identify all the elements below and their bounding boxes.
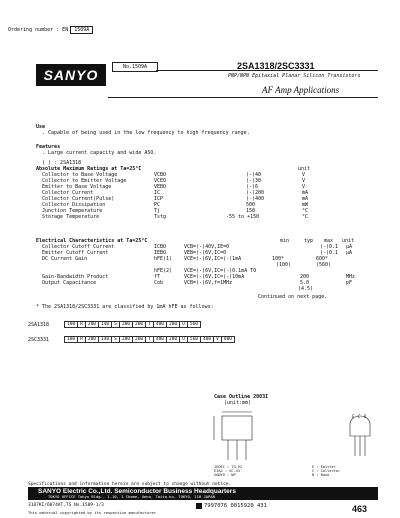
sanyo-logo: SANYO xyxy=(36,64,106,86)
elec-header-typ: typ xyxy=(304,238,314,244)
ordering-number xyxy=(8,26,93,34)
elec-condition: VCE=(-)6V,IC=(-)0.1mA TO xyxy=(184,268,257,274)
elec-param: Collector Cutoff Current xyxy=(42,244,115,250)
elec-param: Output Capacitance xyxy=(42,280,97,286)
part-number: 2SA1318/2SC3331 xyxy=(237,61,315,71)
application-rule xyxy=(108,97,378,98)
rank-cell: 560 xyxy=(187,337,200,343)
elec-min: 100* xyxy=(272,256,285,262)
abs-unit: mA xyxy=(302,190,309,196)
page-number: 463 xyxy=(352,504,368,514)
abs-value: -55 to +150 xyxy=(226,214,260,220)
package-outline-drawing xyxy=(200,410,390,480)
rank-spacer-row xyxy=(65,328,235,337)
pin-letter: B xyxy=(364,414,367,419)
use-text: . Capable of being used in the low frequency to high frequency range. xyxy=(42,130,250,136)
rank-cell: 100 xyxy=(65,337,78,343)
elec-min: (100) xyxy=(276,262,292,268)
package-legend-line: JEDEC : TO-92 xyxy=(214,465,243,469)
company-address: TOKYO OFFICE Tokyo Bldg., 1-10, 1 Chome, Ueno, Taito-ku, TOKYO, 110 JAPAN xyxy=(48,494,215,499)
rank-cell: 560 xyxy=(187,322,200,328)
abs-param: Collector Current(Pulse) xyxy=(42,196,115,202)
pin-letter: E xyxy=(352,414,355,419)
abs-value: (-)200 xyxy=(246,190,265,196)
side-view xyxy=(350,416,370,456)
barcode-number: 7997076 0015920 431 xyxy=(204,503,267,509)
abs-unit: V xyxy=(302,184,306,190)
pin-legend-line: E : Emitter xyxy=(312,465,336,469)
rank-cell: 280 xyxy=(167,337,180,343)
abs-unit-header: unit xyxy=(298,166,311,172)
abs-unit: V xyxy=(302,172,306,178)
abs-value: 150 xyxy=(246,208,256,214)
rank-cell: 280 xyxy=(119,322,132,328)
rank-cell: 400 xyxy=(153,337,166,343)
elec-max: (-)0.1 xyxy=(320,244,339,250)
rank-spacer xyxy=(65,328,235,337)
pin-legend-line: C : Collector xyxy=(312,469,341,473)
abs-symbol: ICP xyxy=(154,196,164,202)
abs-value: (-)30 xyxy=(246,178,262,184)
rank-label-2sc3331: 2SC3331 xyxy=(28,337,50,343)
spec-notice: Specifications and information herein are subject to change without notice. xyxy=(28,482,232,487)
device-description: PNP/NPN Epitaxial Planar Silicon Transistors xyxy=(228,73,361,79)
rank-cell: T xyxy=(146,337,154,343)
ordering-prefix: Ordering number : EN xyxy=(8,27,69,33)
rank-cell: R xyxy=(78,337,86,343)
elec-header-unit: unit xyxy=(342,238,355,244)
document-number-box: No.1509A xyxy=(112,62,158,72)
rank-note-row xyxy=(36,304,356,310)
abs-symbol: IC xyxy=(154,190,161,196)
abs-param: Storage Temperature xyxy=(42,214,100,220)
rank-row-2sc3331 xyxy=(65,337,235,343)
electrical-characteristics xyxy=(36,234,356,314)
abs-unit: V xyxy=(302,178,306,184)
abs-param: Collector to Emitter Voltage xyxy=(42,178,127,184)
package-body xyxy=(222,416,252,440)
rank-cell: 200 xyxy=(85,322,98,328)
company-name: SANYO Electric Co.,Ltd. Semiconductor Business Headquarters xyxy=(38,488,236,495)
elec-condition: VCB=(-)40V,IE=0 xyxy=(184,244,230,250)
elec-header-min: min xyxy=(280,238,290,244)
rank-note: * The 2SA1318/2SC3331 are classified by 1mA hFE as follows: xyxy=(36,304,214,310)
elec-symbol: hFE(1) xyxy=(154,256,173,262)
rank-cell: 140 xyxy=(99,337,112,343)
elec-typ: (4.5) xyxy=(298,286,314,292)
abs-row xyxy=(36,214,336,220)
elec-symbol: ICBO xyxy=(154,244,167,250)
document-code: 3187KI/6074AT,TS No.1509-1/3 xyxy=(28,503,104,508)
company-banner xyxy=(28,487,378,500)
elec-condition: VCE=(-)6V,IC=(-)1mA xyxy=(184,256,242,262)
elec-symbol: Cob xyxy=(154,280,164,286)
abs-symbol: Tj xyxy=(154,208,161,214)
elec-max: (-)0.1 xyxy=(320,250,339,256)
elec-header-max: max xyxy=(324,238,334,244)
front-view xyxy=(214,412,252,460)
pin-legend-line: B : Base xyxy=(312,473,330,477)
abs-param: Collector Current xyxy=(42,190,94,196)
case-outline-units: (unit:mm) xyxy=(224,400,252,406)
rank-cell: V xyxy=(214,337,222,343)
elec-unit: μA xyxy=(346,244,353,250)
rank-cell: R xyxy=(78,322,86,328)
elec-row xyxy=(36,286,356,292)
rank-cell: 400 xyxy=(153,322,166,328)
elec-condition: VCE=(-)6V,IC=(-)10mA xyxy=(184,274,245,280)
abs-unit: °C xyxy=(302,214,309,220)
elec-max: 600* xyxy=(316,256,329,262)
rank-cell: 280 xyxy=(167,322,180,328)
elec-param: DC Current Gain xyxy=(42,256,88,262)
package-side xyxy=(350,416,370,436)
rank-cell: 200 xyxy=(85,337,98,343)
use-title: Use xyxy=(36,124,46,130)
ordering-number-box: 1509A xyxy=(70,26,93,34)
abs-unit: mA xyxy=(302,196,309,202)
rank-cell: 140 xyxy=(99,322,112,328)
elec-unit: MHz xyxy=(346,274,356,280)
elec-condition: VEB=(-)6V,IC=0 xyxy=(184,250,227,256)
barcode-mark-icon xyxy=(196,503,202,509)
elec-param: Gain-Bandwidth Product xyxy=(42,274,109,280)
case-outline-title: Case Outline 2003I xyxy=(214,394,269,400)
abs-value: (-)40 xyxy=(246,172,262,178)
abs-param: Emitter to Base Voltage xyxy=(42,184,112,190)
continued-note: Continued on next page. xyxy=(258,294,328,300)
elec-unit: μA xyxy=(346,250,353,256)
elec-max: (560) xyxy=(316,262,332,268)
elec-title: Electrical Characteristics at Ta=25°C xyxy=(36,238,148,244)
elec-typ: 200 xyxy=(300,274,310,280)
abs-value: (-)400 xyxy=(246,196,265,202)
elec-typ: 5.0 xyxy=(300,280,310,286)
elec-param: Emitter Cutoff Current xyxy=(42,250,109,256)
abs-symbol: Tstg xyxy=(154,214,167,220)
rank-cell: 200 xyxy=(133,322,146,328)
abs-value: (-)6 xyxy=(246,184,259,190)
elec-symbol: IEBO xyxy=(154,250,167,256)
rank-cell: U xyxy=(180,322,188,328)
elec-condition: VCB=(-)6V,f=1MHz xyxy=(184,280,233,286)
pin-letter: C xyxy=(358,414,361,419)
copyright-note: This material copyrighted by its respective manufacturer xyxy=(28,510,157,515)
rank-cell: 100 xyxy=(65,322,78,328)
abs-unit: mW xyxy=(302,202,309,208)
abs-param: Collector to Base Voltage xyxy=(42,172,118,178)
application-title: AF Amp Applications xyxy=(262,85,340,95)
continued-row xyxy=(36,294,356,300)
elec-unit: pF xyxy=(346,280,353,286)
rank-cell: 400 xyxy=(201,337,214,343)
features-title: Features xyxy=(36,144,61,150)
elec-symbol: fT xyxy=(154,274,161,280)
rank-cell: 800 xyxy=(221,337,234,343)
abs-param: Junction Temperature xyxy=(42,208,103,214)
package-legend-line: SANYO : NP xyxy=(214,473,236,477)
rank-label-2sa1318: 2SA1318 xyxy=(28,322,50,328)
rank-cell: 200 xyxy=(133,337,146,343)
elec-symbol: hFE(2) xyxy=(154,268,173,274)
type-note: ( ) : 2SA1318 xyxy=(42,160,82,166)
abs-title: Absolute Maximum Ratings at Ta=25°C xyxy=(36,166,142,172)
absolute-maximum-ratings xyxy=(36,164,336,234)
rank-cell: S xyxy=(112,337,120,343)
hfe-rank-table xyxy=(64,321,235,343)
features-text: . Large current capacity and wide ASO. xyxy=(42,150,157,156)
abs-symbol: VCEO xyxy=(154,178,167,184)
abs-param: Collector Dissipation xyxy=(42,202,106,208)
abs-symbol: VCBO xyxy=(154,172,167,178)
rank-cell: T xyxy=(146,322,154,328)
abs-value: 500 xyxy=(246,202,256,208)
abs-symbol: VEBO xyxy=(154,184,167,190)
rank-cell: U xyxy=(180,337,188,343)
rank-cell: S xyxy=(112,322,120,328)
abs-unit: °C xyxy=(302,208,309,214)
package-legend-line: EIAJ : SC-43 xyxy=(214,469,240,473)
rank-cell: 280 xyxy=(119,337,132,343)
abs-symbol: PC xyxy=(154,202,161,208)
